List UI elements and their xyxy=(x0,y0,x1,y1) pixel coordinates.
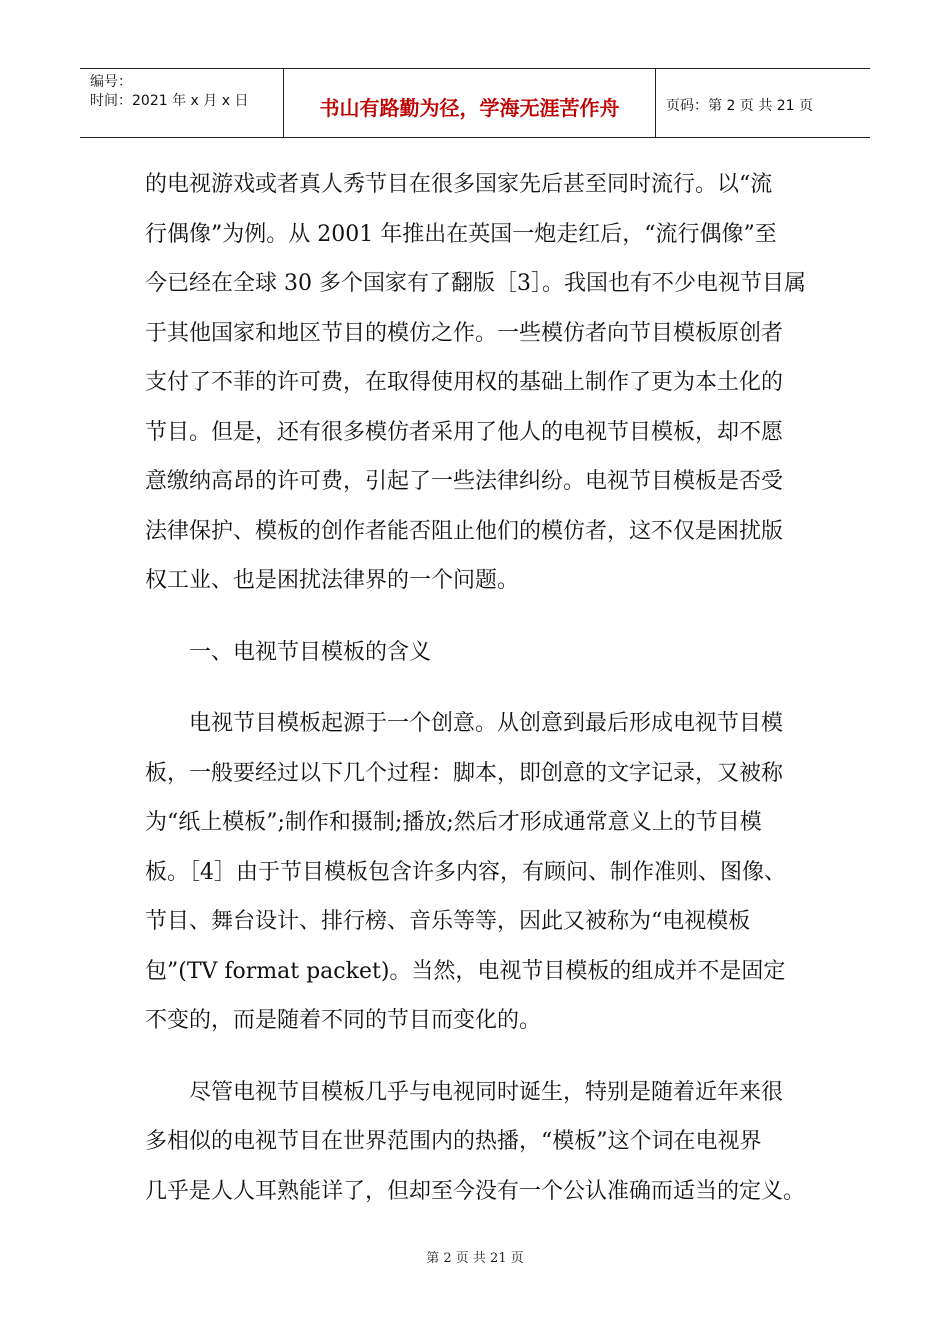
text-line: 法律保护、模板的创作者能否阻止他们的模仿者，这不仅是困扰版 xyxy=(145,518,784,544)
text-line: 不变的，而是随着不同的节目而变化的。 xyxy=(145,1008,542,1033)
header-meta xyxy=(80,69,284,137)
text-line: 尽管电视节目模板几乎与电视同时诞生，特别是随着近年来很 xyxy=(189,1079,784,1105)
header-date: 时间：2021 年 x 月 x 日 xyxy=(90,93,249,109)
text-line: 意缴纳高昂的许可费，引起了一些法律纠纷。电视节目模板是否受 xyxy=(145,469,784,494)
text-line: 板，一般要经过以下几个过程：脚本，即创意的文字记录，又被称 xyxy=(145,760,784,786)
text-line: 几乎是人人耳熟能详了，但却至今没有一个公认准确而适当的定义。 xyxy=(145,1178,806,1204)
text-line: 行偶像”为例。从 2001 年推出在英国一炮走红后，“流行偶像”至 xyxy=(145,221,777,247)
text-line: 权工业、也是困扰法律界的一个问题。 xyxy=(145,568,520,593)
header-motto: 书山有路勤为径，学海无涯苦作舟 xyxy=(284,69,656,137)
text-line: 板。［4］由于节目模板包含许多内容，有顾问、制作准则、图像、 xyxy=(145,859,786,885)
text-line: 今已经在全球 30 多个国家有了翻版［3］。我国也有不少电视节目属 xyxy=(145,271,806,296)
text-line: 节目。但是，还有很多模仿者采用了他人的电视节目模板，却不愿 xyxy=(145,419,784,445)
text-line: 多相似的电视节目在世界范围内的热播，“模板”这个词在电视界 xyxy=(145,1129,762,1154)
header-number-label: 编号： xyxy=(90,74,132,90)
text-line: 支付了不菲的许可费，在取得使用权的基础上制作了更为本土化的 xyxy=(145,370,784,395)
document-body xyxy=(145,160,815,1216)
section-heading: 一、电视节目模板的含义 xyxy=(189,639,432,665)
page-footer: 第 2 页 共 21 页 xyxy=(426,1251,524,1266)
page-header xyxy=(80,68,870,138)
text-line: 的电视游戏或者真人秀节目在很多国家先后甚至同时流行。以“流 xyxy=(145,172,773,197)
text-line: 节目、舞台设计、排行榜、音乐等等，因此又被称为“电视模板 xyxy=(145,909,751,934)
paragraph-3 xyxy=(145,1068,815,1217)
text-line: 电视节目模板起源于一个创意。从创意到最后形成电视节目模 xyxy=(189,711,784,736)
text-line: 于其他国家和地区节目的模仿之作。一些模仿者向节目模板原创者 xyxy=(145,320,784,346)
text-line: 为“纸上模板”;制作和摄制;播放;然后才形成通常意义上的节目模 xyxy=(145,810,762,835)
text-line: 包”(TV format packet)。当然，电视节目模板的组成并不是固定 xyxy=(145,958,786,984)
paragraph-2 xyxy=(145,699,815,1046)
header-page-info: 页码：第 2 页 共 21 页 xyxy=(666,98,813,114)
paragraph-1 xyxy=(145,160,815,606)
